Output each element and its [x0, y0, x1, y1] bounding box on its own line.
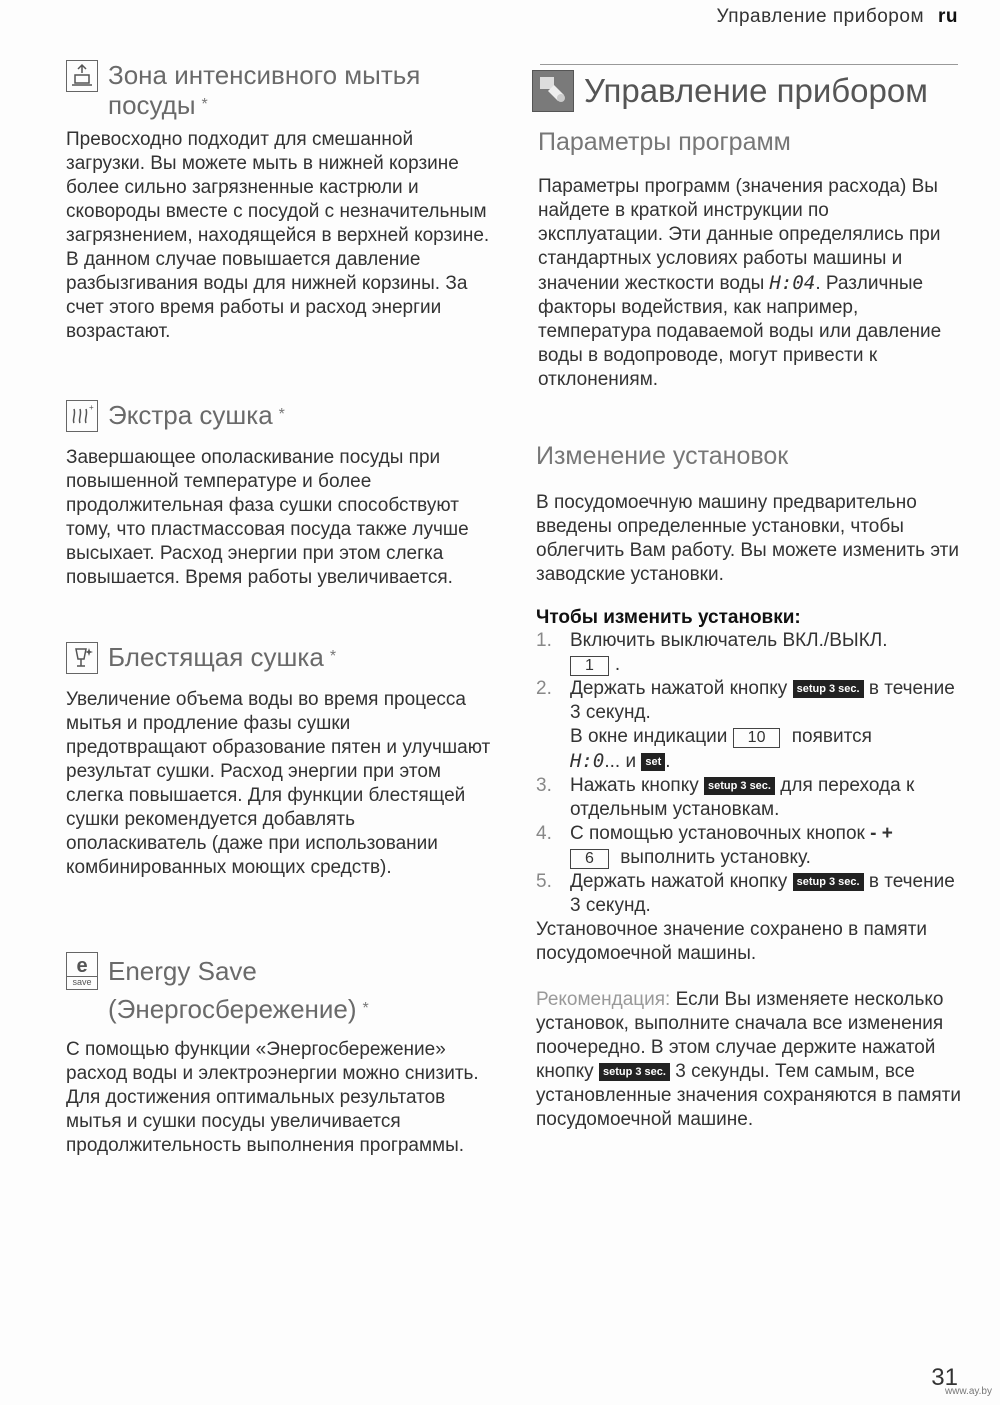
main-title: Управление прибором [532, 70, 962, 112]
setup-button-ref: setup 3 sec. [793, 873, 864, 891]
section-extra-dry [66, 400, 496, 590]
header-rule [540, 64, 958, 65]
on-off-button-ref: 1 [570, 656, 609, 676]
setting-buttons-ref: 6 [570, 849, 609, 869]
energy-save-text: С помощью функции «Энергосбережение» расход воды и электроэнергии можно снизить. Для достижения оптимальных результатов мытья и сушки посуды увеличивается продолжительность выполнения программы. [66, 1039, 479, 1156]
language-code: ru [938, 6, 958, 27]
extra-dry-text: Завершающее ополаскивание посуды при повышенной температуре и более продолжительная фаза сушки способствуют тому, что пластмассовая посуда также лучше высыхает. Расход энергии при этом слегка повышается. Время работы увеличивается. [66, 447, 469, 588]
device-control-icon [532, 70, 574, 112]
howto-title: Чтобы изменить установки: [536, 607, 801, 628]
page-header [716, 6, 958, 28]
intensive-zone-text: Превосходно подходит для смешанной загрузки. Вы можете мыть в нижней корзине более сильно загрязненные кастрюли и сковороды вместе с посудой с незначительным загрязнением, находящейся в верхней корзине. В данном случае повышается давление разбызгивания воды для нижней корзины. За счет этого время работы и расход энергии возрастают. [66, 129, 490, 342]
right-column [532, 70, 962, 1130]
list-item: 4. С помощью установочных кнопок - + 6 выполнить установку. [536, 823, 893, 868]
list-item: 3. Нажать кнопку setup 3 sec. для перехода к отдельным установкам. [536, 775, 915, 820]
energy-save-icon: e save [66, 952, 98, 990]
list-item: 5. Держать нажатой кнопку setup 3 sec. в течение 3 секунд. [536, 871, 955, 916]
set-indicator: set [641, 753, 665, 771]
shine-dry-title: Блестящая сушка * [108, 642, 337, 672]
intensive-zone-icon [66, 60, 98, 92]
extra-dry-icon [66, 400, 98, 432]
section-intensive-zone [66, 60, 496, 344]
plus-minus-buttons-ref: - + [870, 823, 893, 844]
setup-button-ref: setup 3 sec. [599, 1063, 670, 1081]
settings-steps [536, 629, 962, 918]
display-readout: H:0 [570, 750, 605, 772]
hardness-display: H:04 [769, 272, 816, 294]
extra-dry-title: Экстра сушка * [108, 400, 285, 430]
change-settings-title: Изменение установок [536, 442, 789, 470]
setup-button-ref: setup 3 sec. [793, 680, 864, 698]
header-title: Управление прибором [716, 6, 924, 27]
recommendation-label: Рекомендация: [536, 989, 671, 1010]
watermark: www.ay.by [944, 1386, 992, 1397]
change-settings-text: В посудомоечную машину предварительно введены определенные установки, чтобы облегчить Вам работу. Вы можете изменить эти заводские установки. [536, 492, 959, 585]
recommendation: Рекомендация: Если Вы изменяете несколько установок, выполните сначала все изменения поочередно. В этом случае держите нажатой кнопку setup 3 sec. 3 секунды. Тем самым, все установленные значения сохраняются в памяти посудомоечной машине. [536, 989, 961, 1130]
program-params-title: Параметры программ [538, 128, 791, 156]
list-item: 1. Включить выключатель ВКЛ./ВЫКЛ. 1 . [536, 630, 888, 675]
list-item: 2. Держать нажатой кнопку setup 3 sec. в течение 3 секунд. В окне индикации 10 появится H:0... и set . [536, 678, 955, 772]
page-number: 31 [931, 1364, 958, 1391]
section-program-params [538, 128, 958, 392]
shine-dry-text: Увеличение объема воды во время процесса мытья и продление фазы сушки предотвращают образование пятен и улучшают результат сушки. Расход энергии при этом слегка повышается. Для функции блестящей сушки рекомендуется добавлять ополаскиватель (даже при использовании комбинированных моющих средств). [66, 689, 491, 878]
section-change-settings [536, 442, 962, 1132]
svg-text:+: + [89, 403, 94, 412]
intensive-zone-title: Зона интенсивного мытья посуды * [108, 60, 421, 120]
display-window-ref: 10 [733, 728, 781, 748]
energy-save-title: Energy Save (Энергосбережение) * [108, 956, 369, 1024]
program-params-text: Параметры программ (значения расхода) Вы найдете в краткой инструкции по эксплуатации. Эти данные определялись при стандартных условиях работы машины и значении жесткости воды H:04. Различные факторы водействия, как например, температура подаваемой воды или давление воды в водопроводе, могут привести к отклонениям. [538, 176, 942, 390]
section-shine-dry [66, 642, 496, 880]
setup-button-ref: setup 3 sec. [704, 777, 775, 795]
section-energy-save [66, 952, 496, 1158]
shine-dry-icon [66, 642, 98, 674]
saved-note: Установочное значение сохранено в памяти посудомоечной машины. [536, 919, 928, 964]
